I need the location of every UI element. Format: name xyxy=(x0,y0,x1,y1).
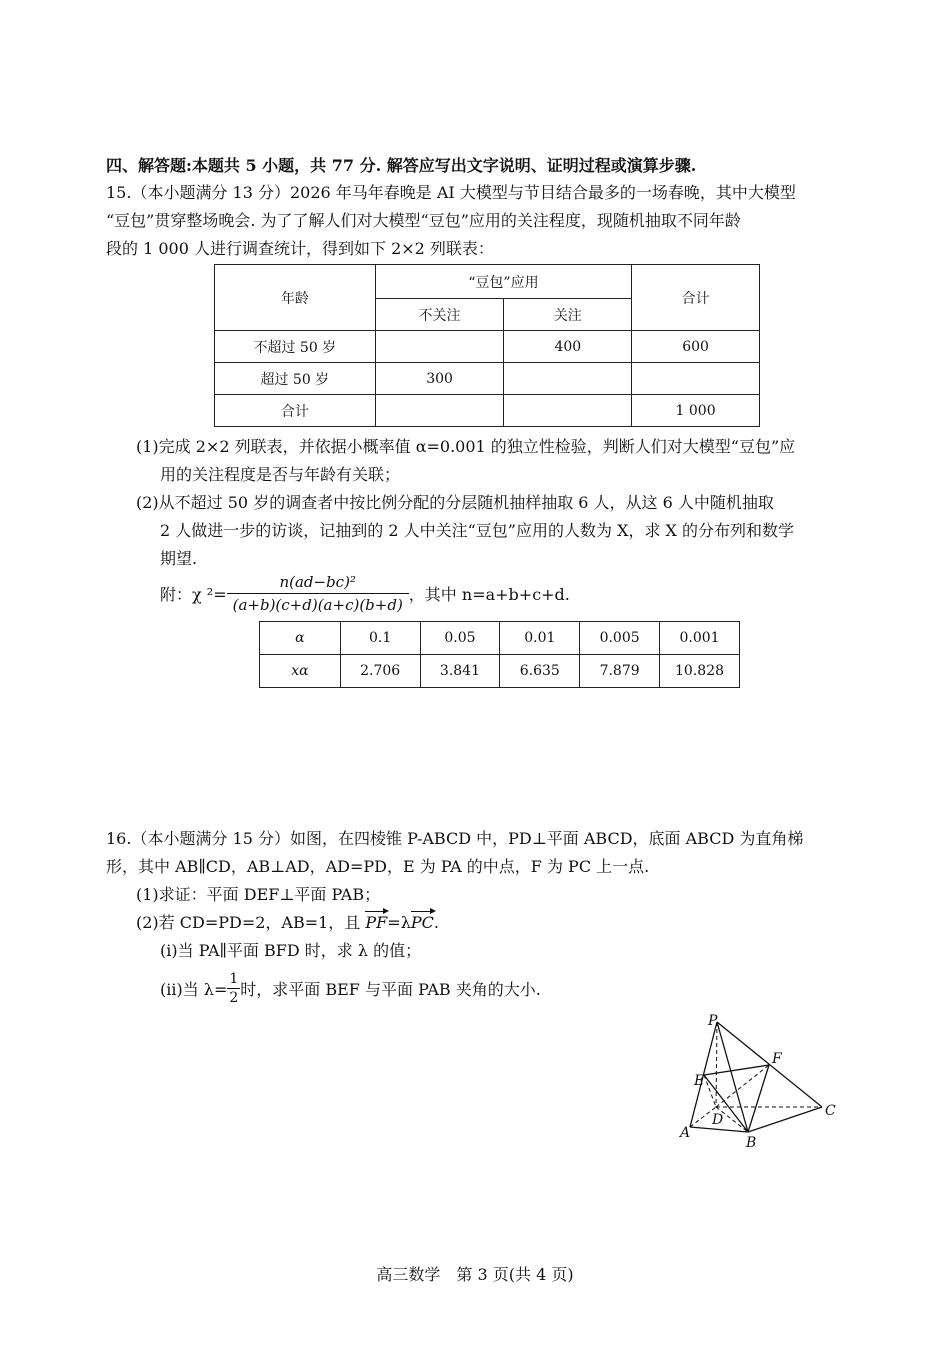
q16-part1: (1)求证：平面 DEF⊥平面 PAB； xyxy=(136,885,381,904)
q15-part2-line-2: 2 人做进一步的访谈，记抽到的 2 人中关注“豆包”应用的人数为 X，求 X 的分布列和数学 xyxy=(160,521,795,540)
cell-total: 1 000 xyxy=(632,395,760,427)
table-row xyxy=(215,363,760,395)
page-footer: 高三数学 第 3 页(共 4 页) xyxy=(376,1265,574,1284)
alpha-value: 0.01 xyxy=(500,622,580,655)
label-c: C xyxy=(825,1103,836,1119)
row-label: 超过 50 岁 xyxy=(215,363,376,395)
cell-follow xyxy=(504,363,632,395)
q15-part2-line-3: 期望. xyxy=(160,549,198,568)
alpha-value: 0.1 xyxy=(340,622,420,655)
label-f: F xyxy=(772,1051,782,1067)
cell-not-follow: 300 xyxy=(375,363,504,395)
q15-line-1: 15.（本小题满分 13 分）2026 年马年春晚是 AI 大模型与节目结合最多的一场春晚，其中大模型 xyxy=(106,183,796,202)
cell-total xyxy=(632,363,760,395)
cell-not-follow xyxy=(375,331,504,363)
label-p: P xyxy=(708,1013,718,1029)
header-total: 合计 xyxy=(632,265,760,331)
formula-fraction xyxy=(227,573,409,614)
period: . xyxy=(433,913,439,932)
formula-suffix: ，其中 n=a+b+c+d. xyxy=(408,584,570,604)
alpha-label: α xyxy=(260,622,341,655)
segment-fb xyxy=(748,1065,769,1132)
segment-ef xyxy=(704,1065,769,1075)
segment-eb xyxy=(704,1075,748,1132)
x-alpha-value: 10.828 xyxy=(660,655,740,688)
x-alpha-value: 3.841 xyxy=(420,655,500,688)
formula-denominator: (a+b)(c+d)(a+c)(b+d) xyxy=(232,595,403,614)
header-doubao-app: “豆包”应用 xyxy=(375,265,632,299)
alpha-value: 0.001 xyxy=(660,622,740,655)
q15-part2-line-1: (2)从不超过 50 岁的调查者中按比例分配的分层随机抽样抽取 6 人，从这 6 人中随机抽取 xyxy=(136,493,774,512)
lambda-fraction xyxy=(227,971,240,1006)
table-row xyxy=(215,331,760,363)
sub-ii-prefix: (ii)当 λ= xyxy=(160,979,228,999)
label-d: D xyxy=(712,1112,724,1128)
alpha-value: 0.05 xyxy=(420,622,500,655)
header-follow: 关注 xyxy=(504,299,632,331)
x-alpha-value: 2.706 xyxy=(340,655,420,688)
fraction-denominator: 2 xyxy=(229,989,239,1006)
x-alpha-value: 6.635 xyxy=(500,655,580,688)
q16-part2 xyxy=(136,913,439,933)
vector-pf: PF xyxy=(365,913,388,932)
q15-line-2: “豆包”贯穿整场晚会. 为了了解人们对大模型“豆包”应用的关注程度，现随机抽取不同年龄 xyxy=(106,211,741,230)
q15-part1-line-2: 用的关注程度是否与年龄有关联； xyxy=(160,465,401,484)
label-e: E xyxy=(694,1073,705,1089)
pyramid-figure xyxy=(670,1005,850,1155)
sub-ii-suffix: 时，求平面 BEF 与平面 PAB 夹角的大小. xyxy=(240,979,541,999)
header-age: 年龄 xyxy=(215,265,376,331)
x-alpha-label: xα xyxy=(260,655,341,688)
contingency-table xyxy=(214,264,760,427)
eq-lambda: =λ xyxy=(387,913,411,932)
header-not-follow: 不关注 xyxy=(375,299,504,331)
segment-ed xyxy=(704,1075,716,1107)
label-b: B xyxy=(746,1135,757,1151)
section-header: 四、解答题:本题共 5 小题，共 77 分. 解答应写出文字说明、证明过程或演算步骤. xyxy=(106,156,697,175)
x-alpha-value: 7.879 xyxy=(580,655,660,688)
table-row xyxy=(215,395,760,427)
label-a: A xyxy=(680,1125,691,1141)
q16-line-2: 形，其中 AB∥CD，AB⊥AD，AD=PD，E 为 PA 的中点，F 为 PC 上一点. xyxy=(106,857,650,876)
alpha-value: 0.005 xyxy=(580,622,660,655)
critical-value-table xyxy=(259,621,740,688)
q16-sub-ii xyxy=(160,966,541,1010)
edge-pd xyxy=(716,1022,717,1107)
cell-total: 600 xyxy=(632,331,760,363)
q15-line-3: 段的 1 000 人进行调查统计，得到如下 2×2 列联表： xyxy=(106,239,494,258)
cell-not-follow xyxy=(375,395,504,427)
cell-follow: 400 xyxy=(504,331,632,363)
fraction-numerator: 1 xyxy=(229,970,239,987)
row-label: 合计 xyxy=(215,395,376,427)
formula-numerator: n(ad−bc)² xyxy=(227,573,409,594)
cell-follow xyxy=(504,395,632,427)
edge-bc xyxy=(748,1107,822,1132)
chi-square-formula xyxy=(160,568,570,618)
formula-prefix: 附：χ ²= xyxy=(160,584,227,604)
q15-part1-line-1: (1)完成 2×2 列联表，并依据小概率值 α=0.001 的独立性检验，判断人们对大模型“豆包”应 xyxy=(136,437,796,456)
vector-pc: PC xyxy=(410,913,434,932)
q16-part2-prefix: (2)若 CD=PD=2，AB=1，且 xyxy=(136,913,366,932)
row-label: 不超过 50 岁 xyxy=(215,331,376,363)
q16-sub-i: (i)当 PA∥平面 BFD 时，求 λ 的值； xyxy=(160,941,422,960)
q16-line-1: 16.（本小题满分 15 分）如图，在四棱锥 P-ABCD 中，PD⊥平面 ABCD，底面 ABCD 为直角梯 xyxy=(106,829,804,848)
